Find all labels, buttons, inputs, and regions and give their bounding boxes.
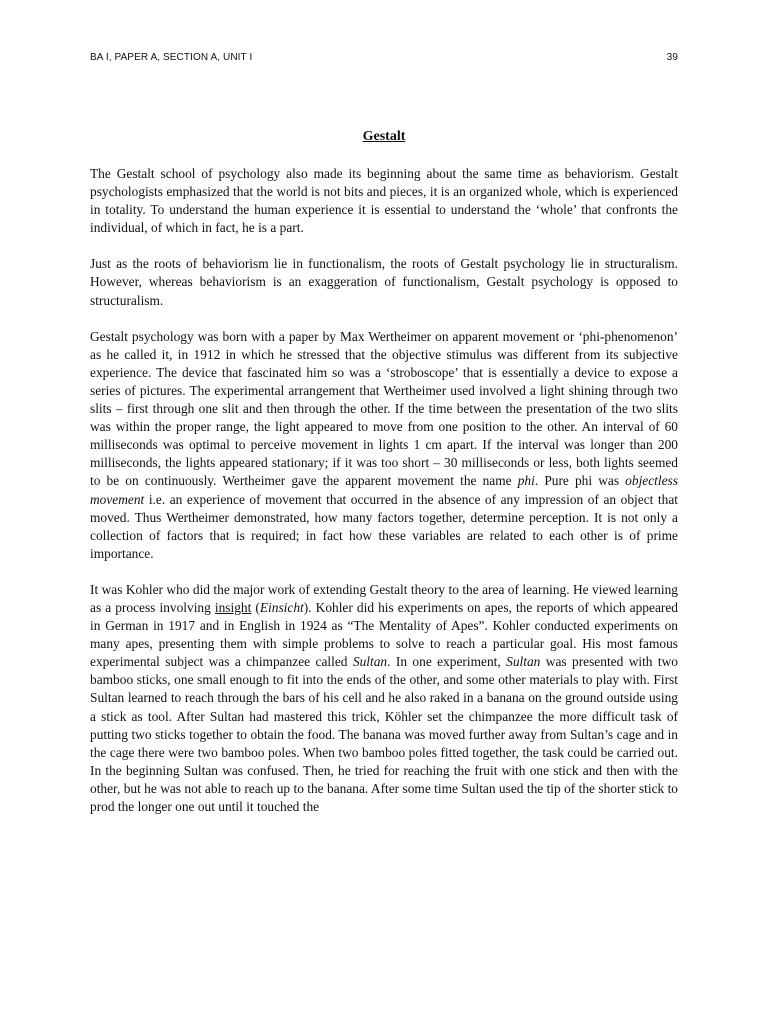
einsicht-term: Einsicht (259, 599, 304, 615)
paragraph-3 (90, 328, 678, 563)
phi-term: phi (517, 473, 535, 489)
p4-text-e: was presented with two bamboo sticks, one small enough to fit into the ends of the other, and some other materials to play with. First Sultan learned to reach through the bars of his cell and he also raked in a banana on the ground outside using a stick as tool. After Sultan had mastered this trick, Köhler set the chimpanzee the more difficult task of putting two sticks together to obtain the food. The banana was moved further away from Sultan’s cage and in the cage there were two bamboo poles. When two bamboo poles fitted together, the task could be carried out. In the beginning Sultan was confused. Then, he tried for reaching the fruit with one stick and then with the other, but he was not able to reach up to the banana. After some time Sultan used the tip of the shorter stick to prod the longer one out until it touched the (90, 654, 678, 814)
p4-text-b: ( (251, 599, 260, 615)
p3-text-b: . Pure phi was (534, 473, 626, 489)
p3-text-c: i.e. an experience of movement that occurred in the absence of any impression of an object that moved. Thus Wertheimer demonstrated, how many factors together, determine perception. It is not only a collection of factors that is required; in fact how these variables are related to each other is of prime importance. (90, 491, 678, 561)
insight-term: insight (214, 599, 252, 615)
section-title: Gestalt (362, 129, 406, 144)
paragraph-4 (90, 581, 678, 816)
objectless-movement-term: objectless movement (90, 473, 678, 507)
sultan-name-1: Sultan (352, 654, 388, 670)
body-text (90, 165, 678, 816)
page-number: 39 (666, 52, 678, 63)
paragraph-2: Just as the roots of behaviorism lie in functionalism, the roots of Gestalt psychology lie in structuralism. However, whereas behaviorism is an exaggeration of functionalism, Gestalt psychology is opposed to structuralism. (90, 256, 678, 308)
p4-text-c: ). Kohler did his experiments on apes, the reports of which appeared in German in 1917 and in English in 1924 as “The Mentality of Apes”. Kohler conducted experiments on many apes, presenting them with simple problems to solve to reach a particular goal. His most famous experimental subject was a chimpanzee called (90, 599, 678, 670)
sultan-name-2: Sultan (506, 654, 541, 670)
p3-text-a: Gestalt psychology was born with a paper by Max Wertheimer on apparent movement or ‘phi-phenomenon’ as he called it, in 1912 in which he stressed that the objective stimulus was different from its subjective experience. The device that fascinated him so was a ‘stroboscope’ that is essentially a device to expose a series of pictures. The experimental arrangement that Wertheimer used involved a light shining through two slits – first through one slit and then through the other. If the time between the presentation of the two slits was within the proper range, the light appeared to move from one position to the other. An interval of 60 milliseconds was optimal to perceive movement in lights 1 cm apart. If the interval was longer than 200 milliseconds, the lights appeared stationary; if it was too short – 30 milliseconds or less, both lights seemed to be on continuously. Wertheimer gave the apparent movement the name (90, 328, 678, 489)
paragraph-1: The Gestalt school of psychology also made its beginning about the same time as behaviorism. Gestalt psychologists emphasized that the world is not bits and pieces, it is an organized whole, which is experienced in totality. To understand the human experience it is essential to understand the ‘whole’ that confronts the individual, of which in fact, he is a part. (90, 166, 678, 236)
p4-text-d: . In one experiment, (387, 654, 507, 670)
p4-text-a: It was Kohler who did the major work of extending Gestalt theory to the area of learning. He viewed learning as a process involving (90, 581, 678, 615)
header-section-label: BA I, PAPER A, SECTION A, UNIT I (90, 52, 253, 63)
